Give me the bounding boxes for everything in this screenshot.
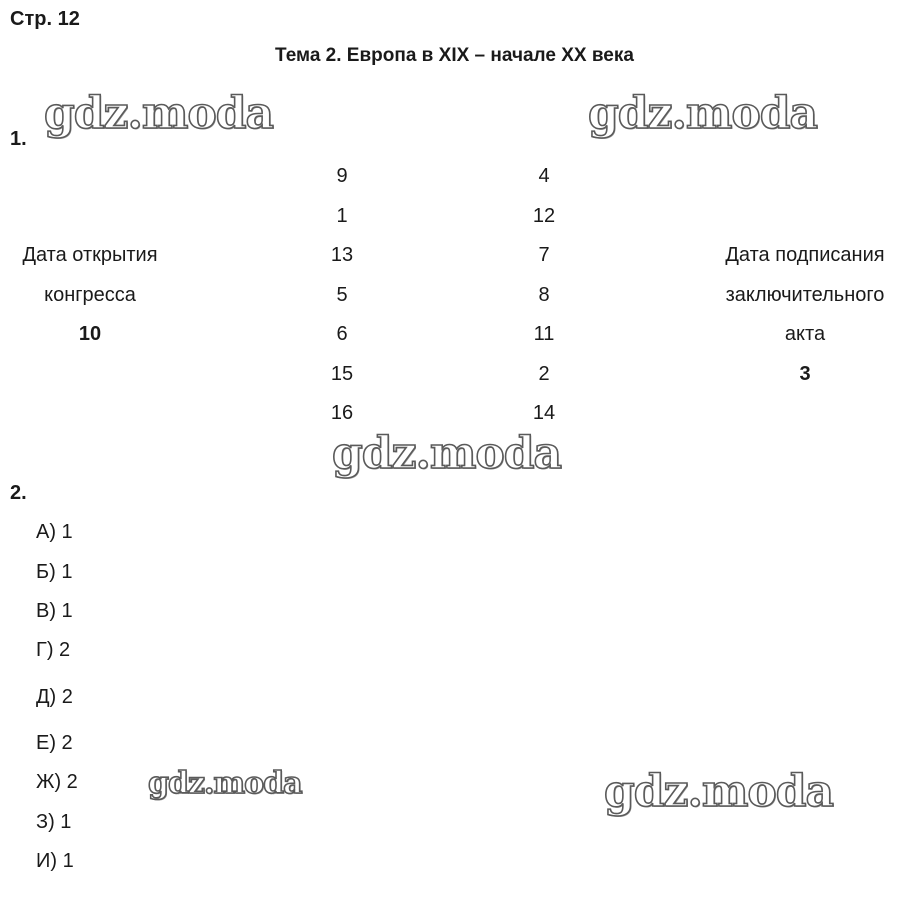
right-label-line: акта: [784, 323, 826, 345]
answer-item: Б) 1: [36, 561, 73, 583]
right-label-line: Дата подписания: [725, 244, 885, 266]
answer-item: Ж) 2: [36, 771, 78, 793]
number-cell: 15: [330, 363, 354, 385]
left-label-line: конгресса: [44, 284, 136, 306]
answer-item: В) 1: [36, 600, 73, 622]
number-cell: 2: [538, 363, 550, 385]
answer-item: И) 1: [36, 850, 74, 872]
section-2-number: 2.: [10, 482, 27, 504]
answer-item: А) 1: [36, 521, 73, 543]
number-cell: 4: [538, 165, 550, 187]
watermark: gdz.moda: [148, 766, 302, 801]
number-cell: 6: [336, 323, 348, 345]
answer-item: Г) 2: [36, 639, 71, 661]
number-cell: 13: [330, 244, 354, 266]
answer-item: Е) 2: [36, 732, 73, 754]
left-label-value: 10: [78, 323, 102, 345]
right-label-value: 3: [799, 363, 811, 385]
number-cell: 7: [538, 244, 550, 266]
number-cell: 11: [533, 323, 555, 345]
watermark: gdz.moda: [332, 428, 562, 479]
number-cell: 14: [532, 402, 556, 424]
answer-item: З) 1: [36, 811, 72, 833]
number-cell: 1: [336, 205, 348, 227]
page-number: Стр. 12: [10, 8, 80, 30]
section-1-number: 1.: [10, 128, 27, 150]
number-cell: 12: [532, 205, 556, 227]
answer-item: Д) 2: [36, 686, 73, 708]
watermark: gdz.moda: [588, 88, 818, 139]
number-cell: 16: [330, 402, 354, 424]
number-cell: 9: [336, 165, 348, 187]
watermark: gdz.moda: [44, 88, 274, 139]
topic-title: Тема 2. Европа в XIX – начале XX века: [275, 45, 634, 66]
watermark: gdz.moda: [604, 766, 834, 817]
number-cell: 8: [538, 284, 550, 306]
number-cell: 5: [336, 284, 348, 306]
left-label-line: Дата открытия: [22, 244, 158, 266]
right-label-line: заключительного: [725, 284, 885, 306]
